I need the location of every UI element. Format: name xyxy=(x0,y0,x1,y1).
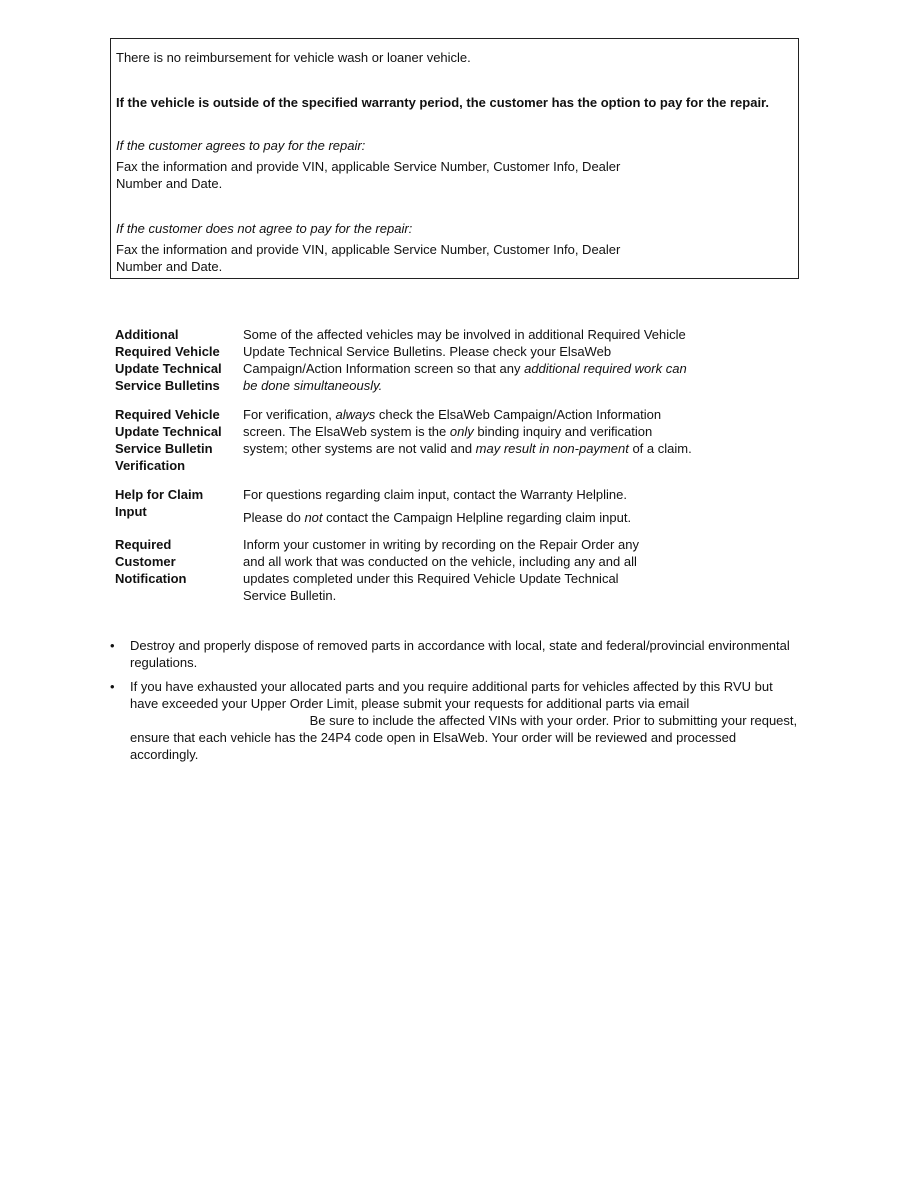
disagree-body: Fax the information and provide VIN, applicable Service Number, Customer Info, Dealer Number and Date. xyxy=(116,242,621,274)
bullet-icon: • xyxy=(110,679,115,694)
label-line: Notification xyxy=(115,571,187,586)
label-line: Update Technical xyxy=(115,424,222,439)
emphasis-run: may result in non-payment xyxy=(475,441,629,456)
bullet-text: If you have exhausted your allocated parts and you require additional parts for vehicles affected by this RVU but have exceeded your Upper Order Limit, please submit your requests for additional parts via email xyxy=(130,679,773,711)
section-label xyxy=(115,406,243,474)
label-line: Service Bulletins xyxy=(115,378,220,393)
section-label xyxy=(115,486,243,526)
section-label xyxy=(115,536,243,604)
reimbursement-note: There is no reimbursement for vehicle wash or loaner vehicle. xyxy=(116,50,471,65)
label-line: Help for Claim xyxy=(115,487,204,502)
bullet-item xyxy=(108,637,798,671)
label-line: Verification xyxy=(115,458,186,473)
label-line: Input xyxy=(115,504,147,519)
section-text xyxy=(243,486,695,526)
bullet-text: Be sure to include the affected VINs with your order. Prior to submitting your request, ensure that each vehicle has the 24P4 code open in ElsaWeb. Your order will be reviewed and processed accordingly. xyxy=(130,713,798,762)
agree-body: Fax the information and provide VIN, applicable Service Number, Customer Info, Dealer Number and Date. xyxy=(116,159,621,191)
text-run: check the ElsaWeb Campaign/Action Information screen. The ElsaWeb system is the xyxy=(243,407,662,439)
disagree-heading: If the customer does not agree to pay for the repair: xyxy=(116,221,413,236)
text-run: contact the Campaign Helpline regarding claim input. xyxy=(322,510,632,525)
emphasis-run: only xyxy=(449,424,474,439)
bullet-item xyxy=(108,678,798,763)
warranty-period-note: If the vehicle is outside of the specified warranty period, the customer has the option to pay for the repair. xyxy=(116,95,770,110)
text-run: Please do xyxy=(243,510,305,525)
text-run: For questions regarding claim input, contact the Warranty Helpline. xyxy=(243,487,627,502)
text-run: Inform your customer in writing by recording on the Repair Order any and all work that was conducted on the vehicle, including any and all updates completed under this Required Vehicle Update Technical Service Bulletin. xyxy=(243,537,639,603)
text-run: Some of the affected vehicles may be involved in additional Required Vehicle Update Technical Service Bulletins. Please check your ElsaWeb Campaign/Action Information screen so that any xyxy=(243,327,686,376)
label-line: Required Vehicle xyxy=(115,344,220,359)
section-label xyxy=(115,326,243,394)
label-line: Service Bulletin xyxy=(115,441,213,456)
text-run: binding inquiry and verification system; other systems are not valid and xyxy=(243,424,653,456)
emphasis-run: additional required work can be done simultaneously. xyxy=(243,361,687,393)
label-line: Customer xyxy=(115,554,176,569)
text-run: For verification, xyxy=(243,407,336,422)
warranty-info-box xyxy=(110,38,799,279)
bullet-list xyxy=(108,637,798,770)
label-line: Required Vehicle xyxy=(115,407,220,422)
emphasis-run: always xyxy=(335,407,376,422)
label-line: Additional xyxy=(115,327,179,342)
text-run: of a claim. xyxy=(628,441,692,456)
section-text xyxy=(243,326,695,394)
emphasis-run: not xyxy=(304,510,323,525)
section-verification xyxy=(115,406,695,474)
section-customer-notification xyxy=(115,536,695,604)
agree-heading: If the customer agrees to pay for the repair: xyxy=(116,138,366,153)
bullet-icon: • xyxy=(110,638,115,653)
section-text xyxy=(243,536,695,604)
label-line: Update Technical xyxy=(115,361,222,376)
section-text xyxy=(243,406,695,474)
bullet-text: Destroy and properly dispose of removed parts in accordance with local, state and federal/provincial environmental regulations. xyxy=(130,638,790,670)
label-line: Required xyxy=(115,537,172,552)
info-table xyxy=(115,326,695,616)
section-claim-help xyxy=(115,486,695,526)
section-additional-bulletins xyxy=(115,326,695,394)
